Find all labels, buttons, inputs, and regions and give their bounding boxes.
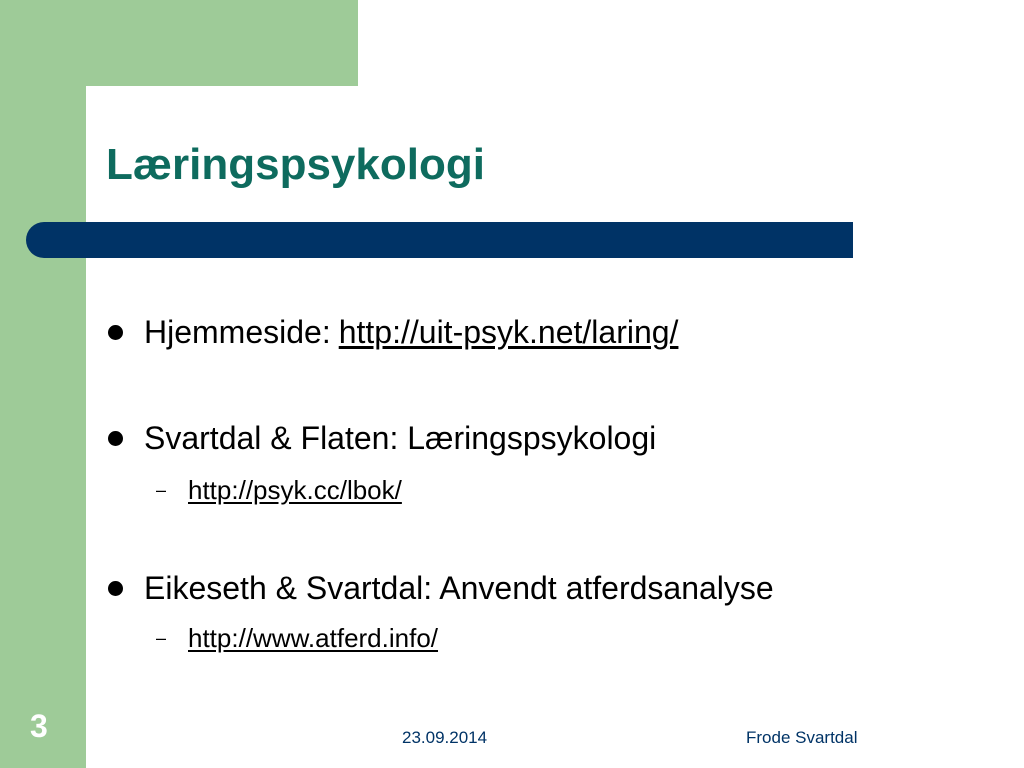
title-underline-bar <box>26 222 853 258</box>
dash-icon: – <box>156 480 167 500</box>
dash-icon: – <box>156 628 167 648</box>
textbook-link[interactable]: http://psyk.cc/lbok/ <box>188 475 402 505</box>
footer-author: Frode Svartdal <box>746 728 858 747</box>
bullet-dot-icon <box>108 325 123 340</box>
homepage-link[interactable]: http://uit-psyk.net/laring/ <box>338 314 679 350</box>
atferd-link[interactable]: http://www.atferd.info/ <box>188 623 439 653</box>
bullet-item-behavior-analysis <box>108 570 774 607</box>
bullet-item-homepage <box>108 314 678 351</box>
bullet-dot-icon <box>108 431 123 446</box>
bullet-text: Svartdal & Flaten: Læringspsykologi <box>144 420 657 456</box>
green-top-block <box>0 0 358 86</box>
sub-item-textbook-link <box>156 475 402 506</box>
slide-number: 3 <box>30 708 48 744</box>
green-side-strip <box>0 0 86 768</box>
bullet-text: Eikeseth & Svartdal: Anvendt atferdsanalyse <box>144 570 774 606</box>
sub-item-atferd-link <box>156 623 438 654</box>
bullet-text: Hjemmeside: <box>144 314 331 350</box>
bullet-dot-icon <box>108 581 123 596</box>
footer-date: 23.09.2014 <box>402 728 488 747</box>
slide-title: Læringspsykologi <box>106 140 485 189</box>
bullet-item-textbook <box>108 420 656 457</box>
